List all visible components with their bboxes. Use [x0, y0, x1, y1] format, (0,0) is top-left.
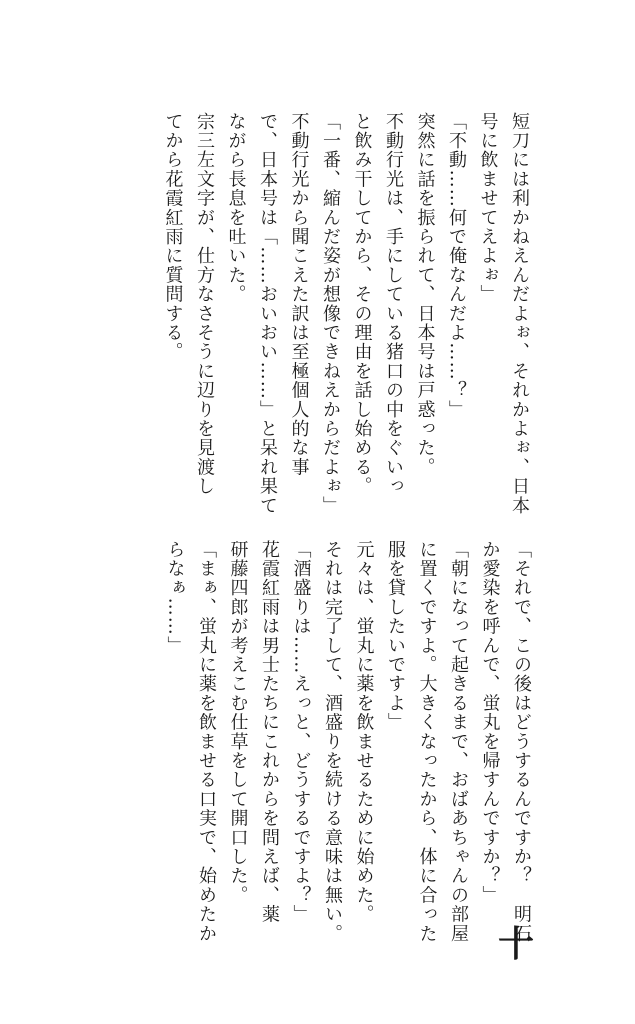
text-line: 「酒盛りは……えっと、どうするですよ？」: [290, 540, 312, 924]
text-line: てから花霞紅雨に質問する。: [162, 112, 184, 362]
text-line: 突然に話を振られて、日本号は戸惑った。: [414, 112, 436, 477]
chapter-number: 十: [497, 923, 534, 965]
text-line: で、日本号は「……おいおい……」と呆れ果て: [257, 112, 278, 516]
upper-text-block: [157, 112, 535, 516]
text-line: 花霞紅雨は男士たちにこれからを問えば、薬: [259, 540, 280, 924]
text-line: らなぁ……」: [164, 540, 186, 656]
text-line: 「朝になって起きるまで、おばあちゃんの部屋: [448, 540, 469, 944]
text-line: 研藤四郎が考えこむ仕草をして開口した。: [227, 540, 249, 905]
text-line: 「一番、縮んだ姿が想像できねえからだよぉ」: [320, 112, 341, 516]
text-line: 服を貸したいですよ」: [385, 540, 406, 732]
text-line: と飲み干してから、その理由を話し始める。: [351, 112, 373, 496]
text-line: それは完了して、酒盛りを続ける意味は無い。: [322, 540, 343, 944]
text-line: 不動行光から聞こえた訳は至極個人的な事: [288, 112, 310, 477]
text-line: に置くですよ。大きくなったから、体に合った: [416, 540, 438, 944]
text-line: ながら長息を吐いた。: [225, 112, 247, 304]
text-line: 「不動……何で俺なんだよ……？」: [446, 112, 467, 420]
text-line: 号に飲ませてえよぉ」: [477, 112, 499, 304]
text-line: 「それで、この後はどうするんですか？ 明石: [511, 540, 532, 944]
text-line: 「まぁ、蛍丸に薬を飲ませる口実で、始めたか: [196, 540, 217, 944]
lower-text-block: [159, 540, 537, 944]
text-line: 宗三左文字が、仕方なさそうに辺りを見渡し: [194, 112, 215, 496]
text-line: か愛染を呼んで、蛍丸を帰すんですか？」: [479, 540, 501, 905]
text-line: 元々は、蛍丸に薬を飲ませるために始めた。: [353, 540, 375, 924]
text-line: 不動行光は、手にしている猪口の中をぐいっ: [383, 112, 404, 496]
text-line: 短刀には利かねえんだよぉ、それかよぉ、日本: [509, 112, 530, 516]
